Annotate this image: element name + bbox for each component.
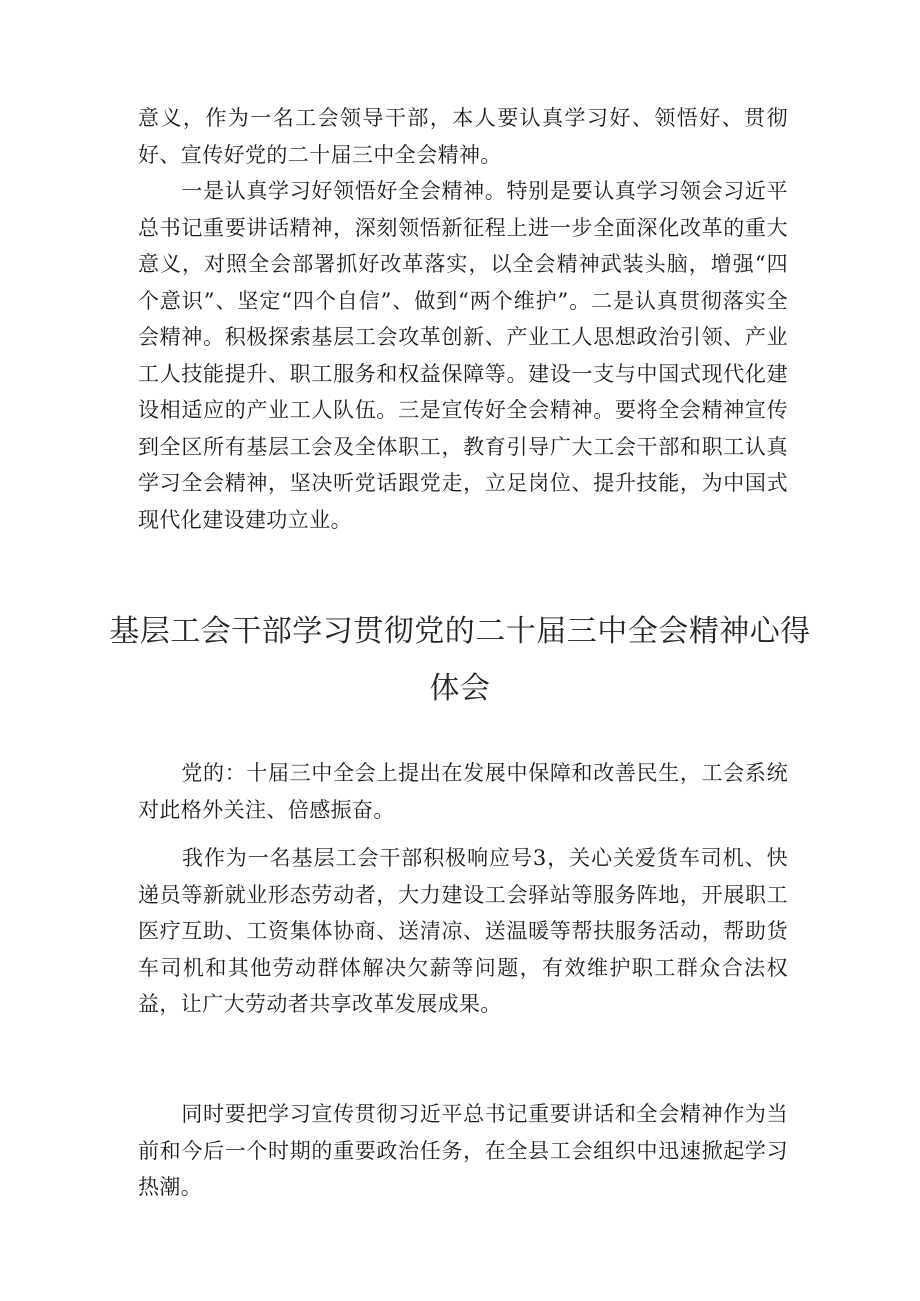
document-title: 基层工会干部学习贯彻党的二十届三中全会精神心得体会 xyxy=(109,614,811,706)
paragraph-intro-continuation: 意义，作为一名工会领导干部，本人要认真学习好、领悟好、贯彻好、宣传好党的二十届三中全会精神。 xyxy=(138,106,788,167)
paragraph-study-campaign: 同时要把学习宣传贯彻习近平总书记重要讲话和全会精神作为当前和今后一个时期的重要政治任务，在全县工会组织中迅速掀起学习热潮。 xyxy=(138,1102,788,1199)
paragraph-three-points: 一是认真学习好领悟好全会精神。特别是要认真学习领会习近平总书记重要讲话精神，深刻领悟新征程上进一步全面深化改革的重大意义，对照全会部署抓好改革落实，以全会精神武装头脑，增强“四个意识”、坚定“四个自信”、做到“两个维护”。二是认真贯彻落实全会精神。积极探索基层工会攻革创新、产业工人思想政治引领、产业工人技能提升、职工服务和权益保障等。建设一支与中国式现代化建设相适应的产业工人队伍。三是宣传好全会精神。要将全会精神宣传到全区所有基层工会及全体职工，教育引导广大工会干部和职工认真学习全会精神，坚决听党话跟党走，立足岗位、提升技能，为中国式现代化建设建功立业。 xyxy=(138,179,788,532)
paragraph-livelihood: 党的：十届三中全会上提出在发展中保障和改善民生，工会系统对此格外关注、倍感振奋。 xyxy=(138,761,788,822)
paragraph-grassroots-work: 我作为一名基层工会干部积极响应号3，关心关爱货车司机、快递员等新就业形态劳动者，大力建设工会驿站等服务阵地，开展职工医疗互助、工资集体协商、送清凉、送温暖等帮扶服务活动，帮助货车司机和其他劳动群体解决欠薪等问题，有效维护职工群众合法权益，让广大劳动者共享改革发展成果。 xyxy=(138,846,788,1016)
